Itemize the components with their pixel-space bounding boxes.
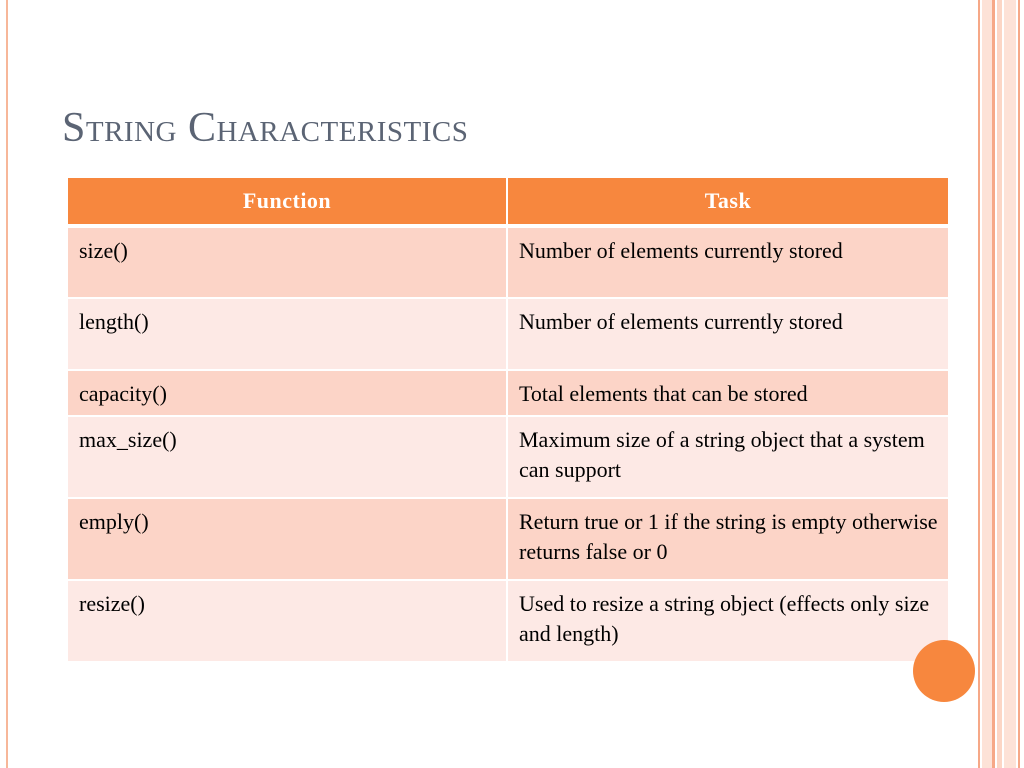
task-cell: Total elements that can be stored bbox=[507, 370, 948, 416]
task-cell: Number of elements currently stored bbox=[507, 226, 948, 298]
right-frame-stripe bbox=[997, 0, 1002, 768]
table-row bbox=[68, 298, 948, 370]
table-row bbox=[68, 416, 948, 498]
left-frame-line bbox=[6, 0, 8, 768]
table-header-row bbox=[68, 178, 948, 226]
table-row bbox=[68, 580, 948, 662]
right-frame-stripe bbox=[982, 0, 992, 768]
decorative-orange-circle bbox=[913, 640, 975, 702]
task-cell: Return true or 1 if the string is empty otherwise returns false or 0 bbox=[507, 498, 948, 580]
task-cell: Maximum size of a string object that a system can support bbox=[507, 416, 948, 498]
table-row bbox=[68, 498, 948, 580]
table-row bbox=[68, 226, 948, 298]
function-cell: resize() bbox=[68, 580, 507, 662]
right-frame-stripe bbox=[992, 0, 995, 768]
right-frame-stripe bbox=[1004, 0, 1016, 768]
function-cell: capacity() bbox=[68, 370, 507, 416]
table bbox=[68, 178, 948, 663]
right-frame-stripe bbox=[978, 0, 980, 768]
function-cell: length() bbox=[68, 298, 507, 370]
right-frame-stripe bbox=[1018, 0, 1020, 768]
slide-title: String Characteristics bbox=[62, 105, 469, 151]
header-function: Function bbox=[68, 178, 507, 226]
function-cell: emply() bbox=[68, 498, 507, 580]
task-cell: Number of elements currently stored bbox=[507, 298, 948, 370]
function-cell: max_size() bbox=[68, 416, 507, 498]
characteristics-table bbox=[68, 178, 948, 663]
function-cell: size() bbox=[68, 226, 507, 298]
table-row bbox=[68, 370, 948, 416]
header-task: Task bbox=[507, 178, 948, 226]
task-cell: Used to resize a string object (effects only size and length) bbox=[507, 580, 948, 662]
